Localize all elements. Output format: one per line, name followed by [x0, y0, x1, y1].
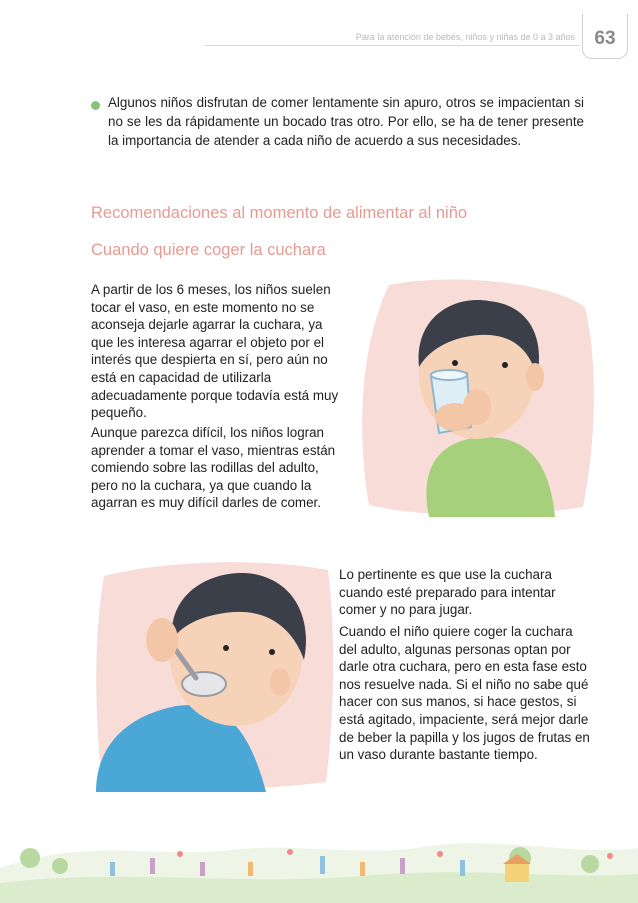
- paragraph-4: Cuando el niño quiere coger la cuchara del adulto, algunas personas optan por darle otra cuchara, pero en esta fase esto nos resuelve nada. Si el niño no sabe qué hacer con sus manos, si hace gestos, si está agitado, impaciente, será mejor darle de beber la papilla y los jugos de frutas en un vaso durante bastante tiempo.: [339, 624, 590, 763]
- section-subtitle: Cuando quiere coger la cuchara: [91, 241, 326, 259]
- paragraph-3: Lo pertinente es que use la cuchara cuando esté preparado para intentar comer y no para jugar.: [339, 567, 556, 618]
- bullet-icon: [91, 101, 100, 110]
- section-title: Recomendaciones al momento de alimentar al niño: [91, 204, 468, 222]
- footer-landscape-illustration: [0, 828, 638, 903]
- page-number-tab: [582, 14, 628, 59]
- child-drinking-illustration: [359, 277, 595, 517]
- intro-bullet-text: Algunos niños disfrutan de comer lentamente sin apuro, otros se impacientan si no se les da rápidamente un bocado tras otro. Por ello, se ha de tener presente la importancia de atender a cada niño de acuerdo a sus necesidades.: [108, 95, 584, 148]
- paragraph-1: A partir de los 6 meses, los niños suelen tocar el vaso, en este momento no se aconseja dejarle agarrar la cuchara, ya que les interesa agarrar el objeto por el interés que despierta en sí, pero aún no está en capacidad de utilizarla adecuadamente porque todavía está muy pequeño.: [91, 282, 339, 421]
- child-spoon-illustration: [96, 556, 336, 792]
- paragraph-2: Aunque parezca difícil, los niños logran aprender a tomar el vaso, mientras están comiendo sobre las rodillas del adulto, pero no la cuchara, ya que cuando la agarran es muy difícil darles de comer.: [91, 425, 336, 511]
- running-title: Para la atención de bebés, niños y niñas de 0 a 3 años: [355, 32, 575, 42]
- header-rule: [205, 45, 580, 46]
- page-number: 63: [594, 28, 616, 49]
